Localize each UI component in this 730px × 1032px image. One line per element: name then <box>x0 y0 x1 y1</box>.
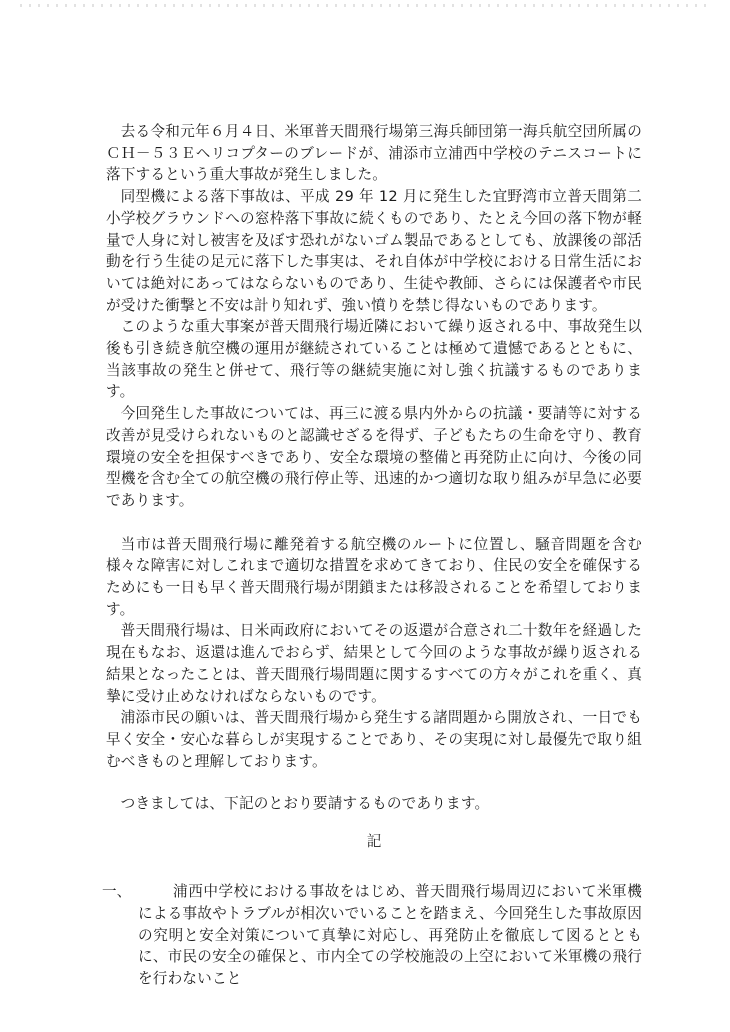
paragraph-request-intro: つきましては、下記のとおり要請するものであります。 <box>120 795 490 813</box>
request-item <box>102 881 642 990</box>
request-item-marker: 一、 <box>102 883 132 901</box>
paragraph-city-position: 当市は普天間飛行場に離発着する航空機のルートに位置し、騒音問題を含む様々な障害に対しこれまで適切な措置を求めてきており、住民の安全を確保するためにも一日も早く普天間飛行場が閉鎖または移設されることを希望しております。 <box>106 535 642 618</box>
letter-body <box>102 121 643 990</box>
scan-edge-artifact <box>20 4 710 7</box>
request-item-text: 浦西中学校における事故をはじめ、普天間飛行場周辺において米軍機による事故やトラブルが相次いでいることを踏まえ、今回発生した事故原因の究明と安全対策について真摯に対応し、再発防止を徹底して図るとともに、市民の安全の確保と、市内全ての学校施設の上空において米軍機の飛行を行わないこと <box>138 883 642 987</box>
paragraph-previous-incident: 同型機による落下事故は、平成 29 年 12 月に発生した宜野湾市立普天間第二小学校グラウンドへの窓枠落下事故に続くものであり、たとえ今回の落下物が軽量で人身に対し被害を及ぼす恐れがないゴム製品であるとしても、放課後の部活動を行う生徒の足元に落下した事実は、それ自体が中学校における日常生活においては絶対にあってはならないものであり、生徒や教師、さらには保護者や市民が受けた衝撃と不安は計り知れず、強い憤りを禁じ得ないものであります。 <box>106 188 643 314</box>
ki-heading: 記 <box>366 833 382 851</box>
paragraph-safety: 今回発生した事故については、再三に渡る県内外からの抗議・要請等に対する改善が見受けられないものと認識せざるを得ず、子どもたちの生命を守り、教育環境の安全を担保すべきであり、安全な環境の整備と再発防止に向け、今後の同型機を含む全ての航空機の飛行停止等、迅速的かつ適切な取り組みが早急に必要であります。 <box>106 405 643 509</box>
paragraph-return-agreement: 普天間飛行場は、日米両政府においてその返還が合意され二十数年を経過した現在もなお、返還は進んでおらず、結果として今回のような事故が繰り返される結果となったことは、普天間飛行場問題に関するすべての方々がこれを重く、真摯に受け止めなければならないものです。 <box>106 622 642 705</box>
paragraph-incident: 去る令和元年６月４日、米軍普天間飛行場第三海兵師団第一海兵航空団所属のＣＨ－５３Ｅヘリコプターのブレードが、浦添市立浦西中学校のテニスコートに落下するという重大事故が発生しました。 <box>106 123 642 184</box>
paragraph-protest: このような重大事案が普天間飛行場近隣において繰り返される中、事故発生以後も引き続き航空機の運用が継続されていることは極めて遺憾であるとともに、当該事故の発生と併せて、飛行等の継続実施に対し強く抗議するものであります。 <box>106 318 642 401</box>
paragraph-citizens-wish: 浦添市民の願いは、普天間飛行場から発生する諸問題から開放され、一日でも早く安全・安心な暮らしが実現することであり、その実現に対し最優先で取り組むべきものと理解しております。 <box>106 709 643 770</box>
